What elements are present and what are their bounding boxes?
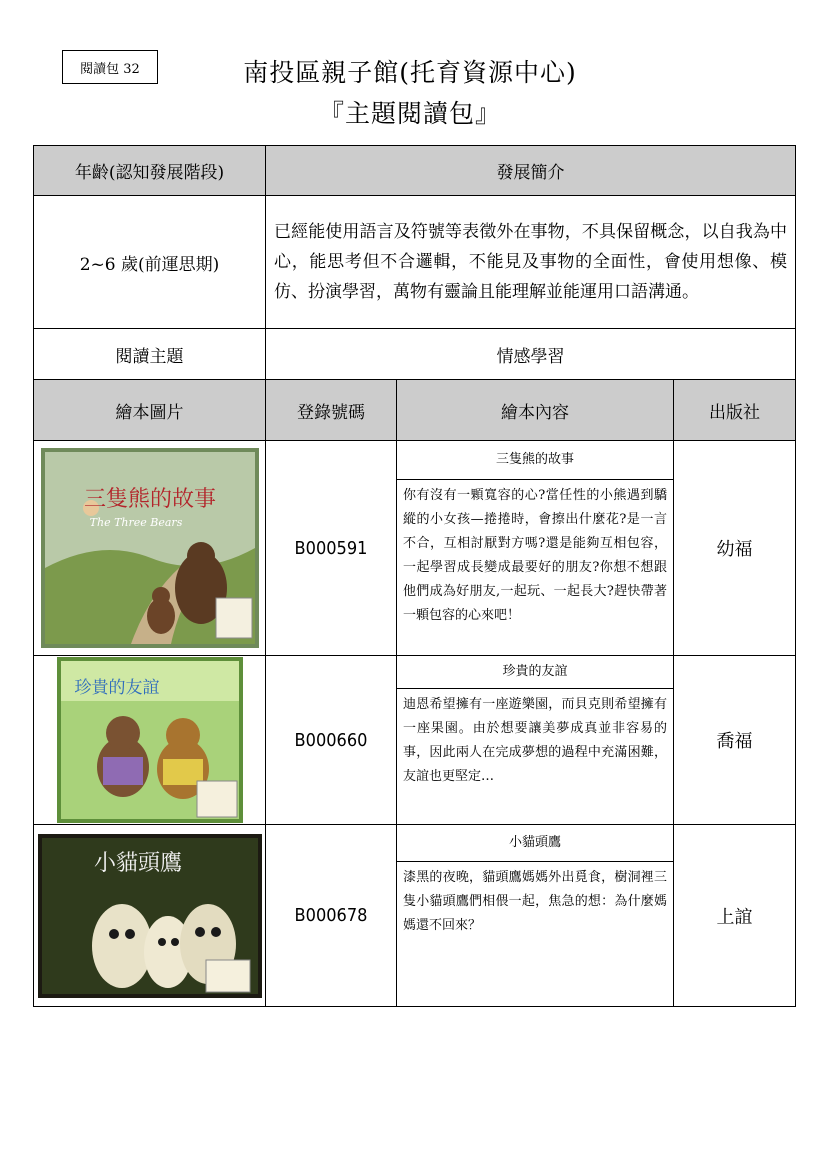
book-code: B000678 <box>266 825 397 1007</box>
book-title: 三隻熊的故事 <box>397 441 673 480</box>
column-header-publisher: 出版社 <box>674 380 796 441</box>
cover-title-text: 三隻熊的故事 <box>83 487 216 512</box>
pack-label: 閱讀包 32 <box>62 50 158 84</box>
table-row <box>34 656 796 825</box>
column-header-code: 登錄號碼 <box>266 380 397 441</box>
book-code: B000591 <box>266 441 397 656</box>
book-cover-image <box>38 834 262 998</box>
age-value: 2~6 歲(前運思期) <box>34 196 266 329</box>
page-subtitle: 『主題閱讀包』 <box>318 99 501 128</box>
cover-title-text: 珍貴的友誼 <box>74 678 159 698</box>
column-header-cover: 繪本圖片 <box>34 380 266 441</box>
development-header: 發展簡介 <box>266 146 796 196</box>
development-intro: 已經能使用語言及符號等表徵外在事物，不具保留概念，以自我為中心，能思考但不合邏輯，不能見及事物的全面性，會使用想像、模仿、扮演學習，萬物有靈論且能理解並能運用口語溝通。 <box>266 196 796 329</box>
book-code: B000660 <box>266 656 397 825</box>
page-title: 南投區親子館(托育資源中心) <box>243 58 577 87</box>
theme-label: 閱讀主題 <box>34 329 266 380</box>
cover-subtitle-text: The Three Bears <box>89 516 182 529</box>
book-title: 珍貴的友誼 <box>397 656 673 689</box>
book-publisher: 幼福 <box>674 441 796 656</box>
column-header-content: 繪本內容 <box>397 380 674 441</box>
reading-pack-table <box>33 145 796 1007</box>
book-cover-cell <box>34 656 266 825</box>
theme-value: 情感學習 <box>266 329 796 380</box>
table-row <box>34 825 796 1007</box>
book-description: 迪恩希望擁有一座遊樂園，而貝克則希望擁有一座果園。由於想要讓美夢成真並非容易的事，因此兩人在完成夢想的過程中充滿困難，友誼也更堅定… <box>403 697 667 784</box>
book-cover-cell <box>34 825 266 1007</box>
book-publisher: 上誼 <box>674 825 796 1007</box>
table-row <box>34 441 796 656</box>
book-cover-image <box>41 448 259 648</box>
book-title: 小貓頭鷹 <box>397 825 673 862</box>
book-description: 漆黑的夜晚，貓頭鷹媽媽外出覓食，樹洞裡三隻小貓頭鷹們相偎一起，焦急的想：為什麼媽媽還不回來？ <box>403 870 667 933</box>
book-publisher: 喬福 <box>674 656 796 825</box>
book-cover-cell <box>34 441 266 656</box>
cover-title-text: 小貓頭鷹 <box>93 850 182 876</box>
book-description: 你有沒有一顆寬容的心?當任性的小熊遇到驕縱的小女孩—捲捲時，會擦出什麼花?是一言不合，互相討厭對方嗎?還是能夠互相包容，一起學習成長變成最要好的朋友?你想不想跟他們成為好朋友,一起玩、一起長大?趕快帶著一顆包容的心來吧！ <box>403 488 667 623</box>
age-header: 年齡(認知發展階段) <box>34 146 266 196</box>
book-cover-image <box>57 657 243 823</box>
